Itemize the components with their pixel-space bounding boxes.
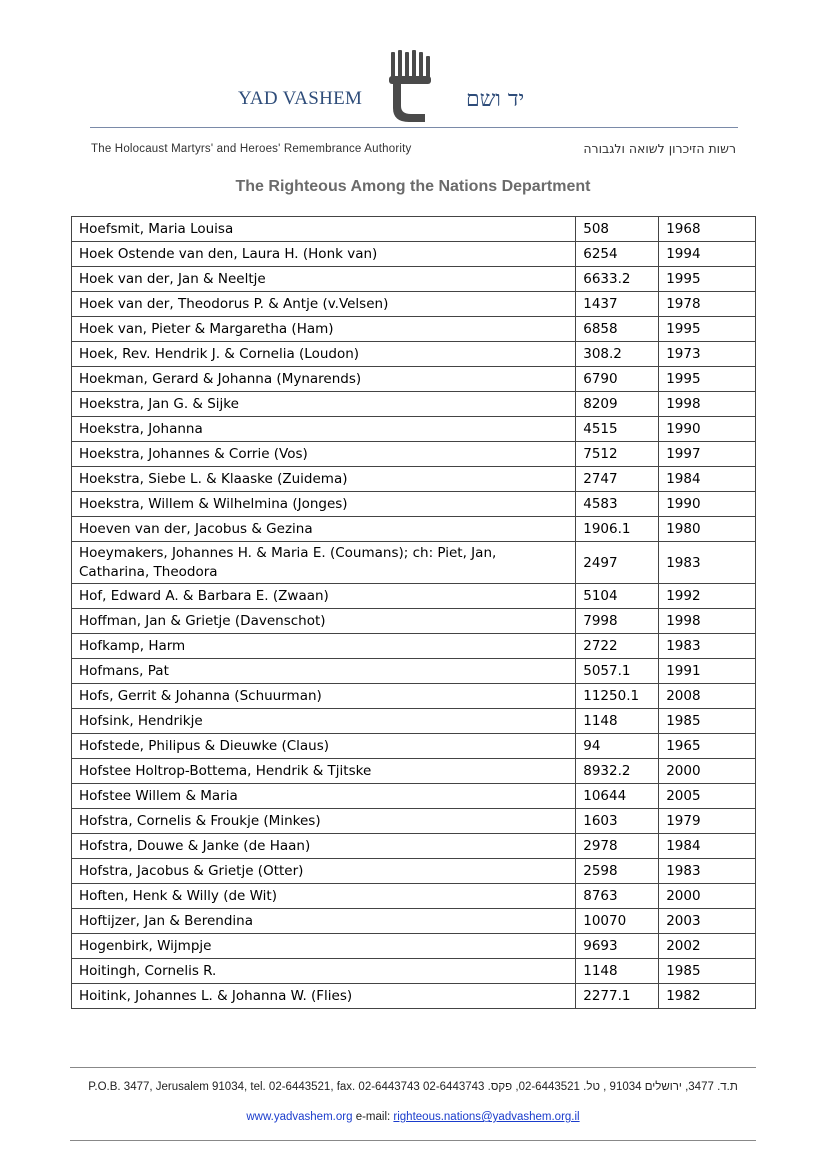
name-cell: Hoftijzer, Jan & Berendina <box>72 909 576 934</box>
name-cell: Hoitingh, Cornelis R. <box>72 959 576 984</box>
file-number-cell: 508 <box>576 217 659 242</box>
table-row <box>72 834 756 859</box>
table-row <box>72 242 756 267</box>
table-row <box>72 542 756 584</box>
file-number-cell: 4515 <box>576 417 659 442</box>
table-row <box>72 884 756 909</box>
file-number-cell: 1148 <box>576 709 659 734</box>
table-row <box>72 217 756 242</box>
year-cell: 1994 <box>659 242 756 267</box>
footer-divider-top <box>70 1067 756 1068</box>
table-row <box>72 684 756 709</box>
year-cell: 1995 <box>659 267 756 292</box>
email-link[interactable]: righteous.nations@yadvashem.org.il <box>393 1111 580 1123</box>
file-number-cell: 4583 <box>576 492 659 517</box>
name-cell: Hoitink, Johannes L. & Johanna W. (Flies) <box>72 984 576 1009</box>
year-cell: 1979 <box>659 809 756 834</box>
file-number-cell: 2747 <box>576 467 659 492</box>
table-row <box>72 659 756 684</box>
file-number-cell: 5104 <box>576 584 659 609</box>
file-number-cell: 10070 <box>576 909 659 934</box>
year-cell: 1973 <box>659 342 756 367</box>
name-cell: Hofstra, Cornelis & Froukje (Minkes) <box>72 809 576 834</box>
table-row <box>72 442 756 467</box>
name-cell: Hoekstra, Jan G. & Sijke <box>72 392 576 417</box>
file-number-cell: 6254 <box>576 242 659 267</box>
year-cell: 1990 <box>659 417 756 442</box>
year-cell: 2003 <box>659 909 756 934</box>
name-cell: Hofs, Gerrit & Johanna (Schuurman) <box>72 684 576 709</box>
year-cell: 2005 <box>659 784 756 809</box>
table-row <box>72 392 756 417</box>
year-cell: 1968 <box>659 217 756 242</box>
footer-address: P.O.B. 3477, Jerusalem 91034, tel. 02-6443521, fax. 02-6443743 ת.ד. 3477, ירושלים 91034 , טל. 02-6443521, פקס. 02-6443743 <box>88 1081 738 1093</box>
year-cell: 1983 <box>659 859 756 884</box>
year-cell: 1990 <box>659 492 756 517</box>
year-cell: 1978 <box>659 292 756 317</box>
file-number-cell: 11250.1 <box>576 684 659 709</box>
footer-contact <box>0 1111 826 1123</box>
table-body <box>72 217 756 1009</box>
file-number-cell: 1906.1 <box>576 517 659 542</box>
email-label: e-mail: <box>355 1111 391 1123</box>
table-row <box>72 859 756 884</box>
table-row <box>72 759 756 784</box>
file-number-cell: 1437 <box>576 292 659 317</box>
letterhead <box>0 0 826 156</box>
file-number-cell: 7998 <box>576 609 659 634</box>
name-cell: Hofsink, Hendrikje <box>72 709 576 734</box>
name-cell: Hoekstra, Willem & Wilhelmina (Jonges) <box>72 492 576 517</box>
year-cell: 2000 <box>659 884 756 909</box>
name-cell: Hoek van der, Jan & Neeltje <box>72 267 576 292</box>
name-cell: Hoek, Rev. Hendrik J. & Cornelia (Loudon) <box>72 342 576 367</box>
table-row <box>72 267 756 292</box>
year-cell: 1983 <box>659 634 756 659</box>
table-row <box>72 417 756 442</box>
name-cell: Hogenbirk, Wijmpje <box>72 934 576 959</box>
year-cell: 1984 <box>659 834 756 859</box>
name-cell: Hoek van, Pieter & Margaretha (Ham) <box>72 317 576 342</box>
year-cell: 1997 <box>659 442 756 467</box>
table-row <box>72 709 756 734</box>
year-cell: 1995 <box>659 317 756 342</box>
name-cell: Hoeymakers, Johannes H. & Maria E. (Coumans); ch: Piet, Jan, Catharina, Theodora <box>72 542 576 584</box>
name-cell: Hof, Edward A. & Barbara E. (Zwaan) <box>72 584 576 609</box>
year-cell: 1998 <box>659 392 756 417</box>
year-cell: 1995 <box>659 367 756 392</box>
table-row <box>72 909 756 934</box>
table-row <box>72 367 756 392</box>
table-row <box>72 492 756 517</box>
year-cell: 1992 <box>659 584 756 609</box>
year-cell: 2000 <box>659 759 756 784</box>
file-number-cell: 7512 <box>576 442 659 467</box>
table-row <box>72 634 756 659</box>
name-cell: Hofstede, Philipus & Dieuwke (Claus) <box>72 734 576 759</box>
name-cell: Hoekstra, Johanna <box>72 417 576 442</box>
name-cell: Hoften, Henk & Willy (de Wit) <box>72 884 576 909</box>
year-cell: 1965 <box>659 734 756 759</box>
year-cell: 1982 <box>659 984 756 1009</box>
year-cell: 1985 <box>659 959 756 984</box>
name-cell: Hofstee Willem & Maria <box>72 784 576 809</box>
file-number-cell: 6858 <box>576 317 659 342</box>
table-row <box>72 984 756 1009</box>
authority-name-english: The Holocaust Martyrs' and Heroes' Remembrance Authority <box>91 143 412 155</box>
table-row <box>72 934 756 959</box>
file-number-cell: 2598 <box>576 859 659 884</box>
year-cell: 1991 <box>659 659 756 684</box>
name-cell: Hoekstra, Siebe L. & Klaaske (Zuidema) <box>72 467 576 492</box>
name-cell: Hofstee Holtrop-Bottema, Hendrik & Tjitske <box>72 759 576 784</box>
name-cell: Hoekman, Gerard & Johanna (Mynarends) <box>72 367 576 392</box>
name-cell: Hoffman, Jan & Grietje (Davenschot) <box>72 609 576 634</box>
table-row <box>72 734 756 759</box>
table-row <box>72 609 756 634</box>
table-row <box>72 584 756 609</box>
name-cell: Hofstra, Jacobus & Grietje (Otter) <box>72 859 576 884</box>
file-number-cell: 10644 <box>576 784 659 809</box>
authority-name-hebrew: רשות הזיכרון לשואה ולגבורה <box>583 141 736 156</box>
header-divider <box>90 127 738 128</box>
yad-vashem-logo-icon <box>385 48 435 130</box>
org-name-english: YAD VASHEM <box>238 88 363 109</box>
file-number-cell: 8209 <box>576 392 659 417</box>
org-name-hebrew: יד ושם <box>466 87 525 112</box>
name-cell: Hofmans, Pat <box>72 659 576 684</box>
name-cell: Hoeven van der, Jacobus & Gezina <box>72 517 576 542</box>
table-row <box>72 809 756 834</box>
table-row <box>72 784 756 809</box>
year-cell: 1984 <box>659 467 756 492</box>
name-cell: Hoekstra, Johannes & Corrie (Vos) <box>72 442 576 467</box>
footer-divider-bottom <box>70 1140 756 1141</box>
table-row <box>72 517 756 542</box>
file-number-cell: 1148 <box>576 959 659 984</box>
name-cell: Hofkamp, Harm <box>72 634 576 659</box>
table-row <box>72 467 756 492</box>
file-number-cell: 1603 <box>576 809 659 834</box>
file-number-cell: 5057.1 <box>576 659 659 684</box>
file-number-cell: 6633.2 <box>576 267 659 292</box>
year-cell: 1998 <box>659 609 756 634</box>
file-number-cell: 94 <box>576 734 659 759</box>
name-cell: Hoek van der, Theodorus P. & Antje (v.Velsen) <box>72 292 576 317</box>
file-number-cell: 2497 <box>576 542 659 584</box>
file-number-cell: 2978 <box>576 834 659 859</box>
table-row <box>72 342 756 367</box>
year-cell: 2002 <box>659 934 756 959</box>
file-number-cell: 2277.1 <box>576 984 659 1009</box>
website-link[interactable]: www.yadvashem.org <box>246 1111 353 1123</box>
name-cell: Hoefsmit, Maria Louisa <box>72 217 576 242</box>
name-cell: Hofstra, Douwe & Janke (de Haan) <box>72 834 576 859</box>
year-cell: 1985 <box>659 709 756 734</box>
year-cell: 2008 <box>659 684 756 709</box>
year-cell: 1980 <box>659 517 756 542</box>
file-number-cell: 2722 <box>576 634 659 659</box>
table-row <box>72 292 756 317</box>
file-number-cell: 9693 <box>576 934 659 959</box>
table-row <box>72 959 756 984</box>
table-row <box>72 317 756 342</box>
file-number-cell: 8763 <box>576 884 659 909</box>
department-title: The Righteous Among the Nations Department <box>235 178 591 195</box>
name-cell: Hoek Ostende van den, Laura H. (Honk van) <box>72 242 576 267</box>
file-number-cell: 6790 <box>576 367 659 392</box>
file-number-cell: 308.2 <box>576 342 659 367</box>
file-number-cell: 8932.2 <box>576 759 659 784</box>
year-cell: 1983 <box>659 542 756 584</box>
righteous-list-table <box>71 216 756 1009</box>
